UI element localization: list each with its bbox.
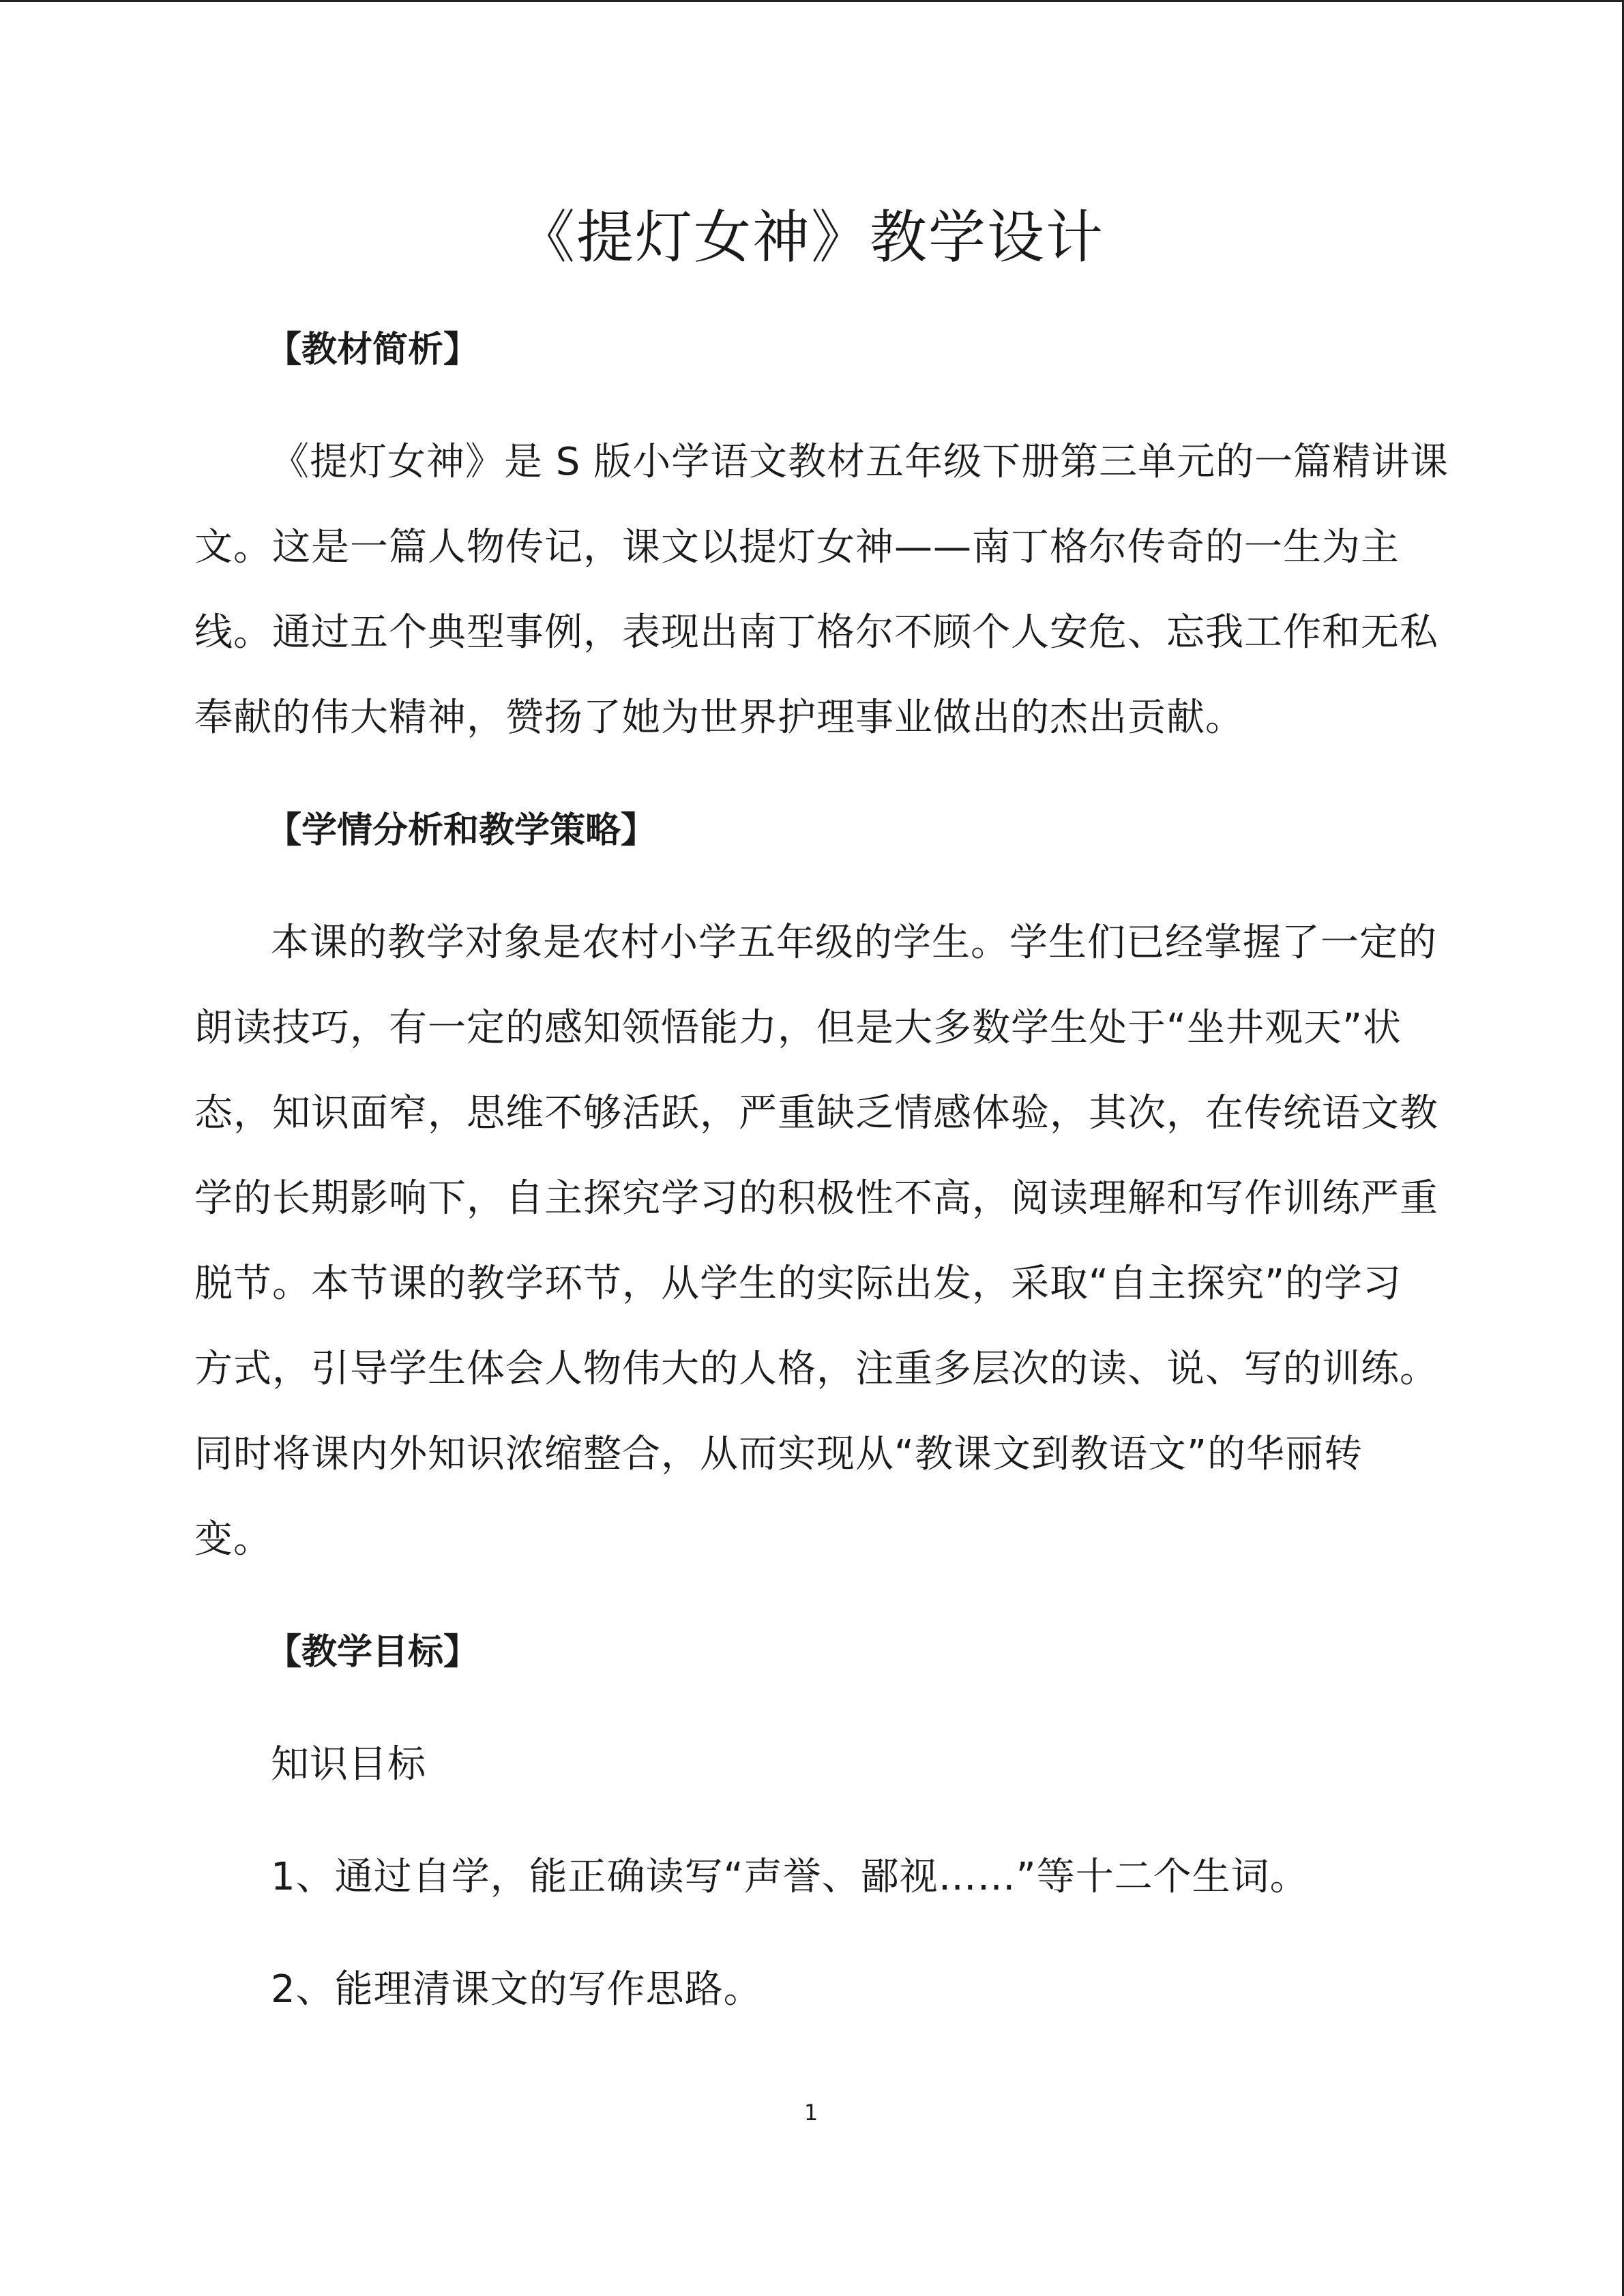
paragraph-line: 本课的教学对象是农村小学五年级的学生。学生们已经掌握了一定的: [271, 921, 1437, 965]
paragraph-line: 学的长期影响下，自主探究学习的积极性不高，阅读理解和写作训练严重: [194, 1176, 1438, 1221]
section-heading-textbook-analysis: 【教材简析】: [266, 329, 479, 370]
paragraph-line: 线。通过五个典型事例，表现出南丁格尔不顾个人安危、忘我工作和无私: [194, 610, 1438, 655]
page-title: 《提灯女神》教学设计: [517, 204, 1104, 271]
paragraph-line: 态，知识面窄，思维不够活跃，严重缺乏情感体验，其次，在传统语文教: [194, 1091, 1438, 1135]
paragraph-line: 文。这是一篇人物传记，课文以提灯女神——南丁格尔传奇的一生为主: [194, 525, 1400, 569]
paragraph-line: 变。: [194, 1517, 272, 1562]
paragraph-line: 脱节。本节课的教学环节，从学生的实际出发，采取“自主探究”的学习: [194, 1262, 1402, 1306]
section-heading-teaching-goals: 【教学目标】: [266, 1632, 479, 1673]
paragraph-line: 方式，引导学生体会人物伟大的人格，注重多层次的读、说、写的训练。: [194, 1347, 1438, 1391]
list-item: 2、能理清课文的写作思路。: [271, 1967, 763, 2012]
paragraph-line: 《提灯女神》是 S 版小学语文教材五年级下册第三单元的一篇精讲课: [271, 440, 1449, 484]
subheading-knowledge-goals: 知识目标: [271, 1742, 426, 1787]
paragraph-line: 朗读技巧，有一定的感知领悟能力，但是大多数学生处于“坐井观天”状: [194, 1006, 1402, 1050]
paragraph-line: 奉献的伟大精神，赞扬了她为世界护理事业做出的杰出贡献。: [194, 696, 1244, 740]
section-heading-learner-analysis: 【学情分析和教学策略】: [266, 810, 657, 851]
list-item: 1、通过自学，能正确读写“声誉、鄙视……”等十二个生词。: [271, 1855, 1309, 1899]
page-number: 1: [803, 2100, 818, 2126]
paragraph-line: 同时将课内外知识浓缩整合，从而实现从“教课文到教语文”的华丽转: [194, 1432, 1363, 1476]
